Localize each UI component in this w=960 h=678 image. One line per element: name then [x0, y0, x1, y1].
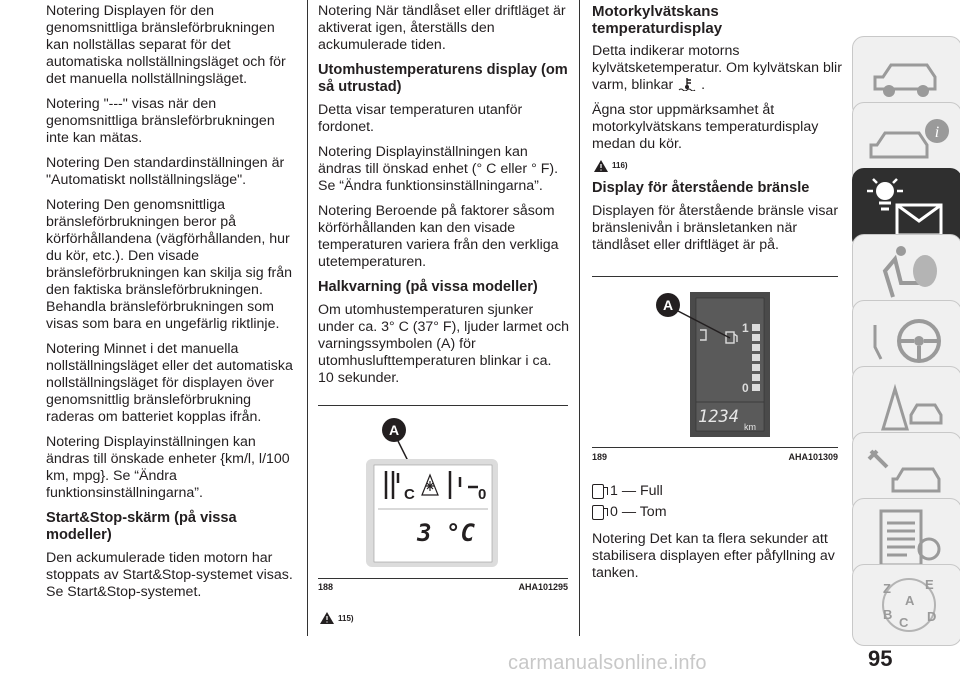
fuel-pump-icon [592, 484, 604, 499]
list-item-text: 0 — Tom [610, 504, 667, 520]
fuel-display-illustration [592, 278, 838, 448]
figure-number: 189 [592, 452, 608, 462]
paragraph [592, 43, 842, 94]
figure-number: 188 [318, 582, 334, 592]
paragraph: Notering Displayinställningen kan ändras till önskad enhet (° C eller ° F). Se “Ändra funktionsinställningarna”. [318, 144, 559, 194]
list-item-text: 1 — Full [610, 483, 663, 499]
figure-bottom-rule [592, 447, 838, 448]
section-heading: Display för återstående bränsle [592, 180, 810, 196]
figure-top-rule [592, 276, 838, 277]
paragraph-text: Detta indikerar motorns kylvätsketemperatur. Om kylvätskan blir varm, blinkar [592, 43, 842, 93]
svg-text:A: A [905, 593, 915, 608]
callout-a: A [662, 297, 674, 313]
figure-188 [318, 405, 568, 635]
figure-top-rule [318, 405, 568, 406]
paragraph: Ägna stor uppmärksamhet åt motorkylvätskans temperaturdisplay medan du kör. [592, 102, 819, 152]
fuel-pump-icon [592, 505, 604, 520]
odometer-readout: 1234 [698, 407, 739, 427]
odometer-unit: km [744, 422, 756, 432]
paragraph: Displayen för återstående bränsle visar bränslenivån i bränsletanken när tändlåset eller driftläget är på. [592, 203, 839, 253]
svg-text:E: E [925, 577, 934, 592]
warning-triangle-icon [594, 160, 608, 172]
warning-ref-number: 116) [612, 161, 628, 170]
warning-triangle-icon [320, 612, 334, 624]
paragraph: Den ackumulerade tiden motorn har stoppats av Start&Stop-systemet visas. Se Start&Stop-systemet. [46, 550, 293, 600]
warning-reference [594, 157, 842, 174]
paragraph: Notering Displayen för den genomsnittliga bränsleförbrukningen kan nollställas separat för det automatiska nollställningsläget och för det manuella nollställningsläget. [46, 3, 286, 87]
figure-code: AHA101295 [518, 582, 568, 592]
paragraph: Notering "---" visas när den genomsnittliga bränsleförbrukningen inte kan mätas. [46, 96, 275, 146]
paragraph: Om utomhustemperaturen sjunker under ca. 3° C (37° F), ljuder larmet och varningssymbolen (A) för utomhuslufttemperaturen blinkar i ca. 10 sekunder. [318, 302, 570, 386]
svg-text:D: D [927, 609, 937, 624]
column-3-lower [592, 483, 842, 590]
alphabetical-index-icon [853, 565, 960, 645]
paragraph: Notering När tändlåset eller driftläget är aktiverat igen, återställs den ackumulerade tiden. [318, 3, 566, 53]
paragraph: Detta visar temperaturen utanför fordonet. [318, 102, 523, 135]
svg-text:B: B [883, 607, 893, 622]
svg-text:C: C [899, 615, 909, 630]
section-heading: Halkvarning (på vissa modeller) [318, 279, 538, 295]
section-heading: Start&Stop-skärm (på vissa modeller) [46, 510, 237, 543]
paragraph-text-end: . [701, 77, 706, 93]
tab-index[interactable] [852, 564, 960, 646]
warning-reference [320, 612, 354, 624]
temperature-readout: 3 °C [417, 519, 475, 547]
coolant-temperature-icon [677, 77, 697, 91]
column-1 [46, 3, 298, 609]
warning-ref-number: 115) [338, 613, 354, 623]
temperature-display-illustration [318, 407, 568, 577]
paragraph: Notering Displayinställningen kan ändras till önskade enheter {km/l, l/100 km, mpg}. Se “Ändra funktionsinställningarna”. [46, 434, 290, 501]
paragraph: Notering Det kan ta flera sekunder att stabilisera displayen efter påfyllning av tanken. [592, 531, 835, 581]
list-item [592, 483, 842, 500]
column-2 [318, 3, 570, 395]
watermark: carmanualsonline.info [508, 652, 707, 674]
paragraph: Notering Beroende på faktorer såsom körförhållanden kan den visade temperaturen variera från den verkliga utetemperaturen. [318, 203, 559, 270]
section-heading: Motorkylvätskans temperaturdisplay [592, 3, 723, 37]
fig-zero-label: 0 [478, 486, 487, 503]
paragraph: Notering Minnet i det manuella nollställningsläget eller det automatiska nollställningsläget för displayen över genomsnittlig bränsleförbrukning raderas om batteriet kopplas ifrån. [46, 341, 293, 425]
svg-text:i: i [934, 124, 940, 141]
figure-189 [592, 276, 838, 466]
fuel-full-mark: 1 [742, 321, 749, 335]
paragraph: Notering Den genomsnittliga bränsleförbrukningen beror på körförhållandena (vägförhållanden, hur du kör, etc.). Den visade bränsleförbrukningen kan skilja sig från den faktiska bränsleförbrukningen. Behandla bränsleförbrukningen som visas som bara en ungefärlig riktlinje. [46, 197, 293, 332]
list-item [592, 504, 842, 521]
svg-text:Z: Z [883, 581, 891, 596]
column-3 [592, 3, 842, 262]
page-number: 95 [868, 646, 893, 671]
column-divider [579, 0, 580, 636]
column-divider [307, 0, 308, 636]
fig-c-label: C [404, 486, 415, 503]
fuel-empty-mark: 0 [742, 381, 749, 395]
figure-bottom-rule [318, 578, 568, 579]
section-heading: Utomhustemperaturens display (om så utrustad) [318, 62, 568, 95]
figure-code: AHA101309 [788, 452, 838, 462]
callout-a: A [388, 422, 400, 438]
paragraph: Notering Den standardinställningen är "Automatiskt nollställningsläge". [46, 155, 285, 188]
